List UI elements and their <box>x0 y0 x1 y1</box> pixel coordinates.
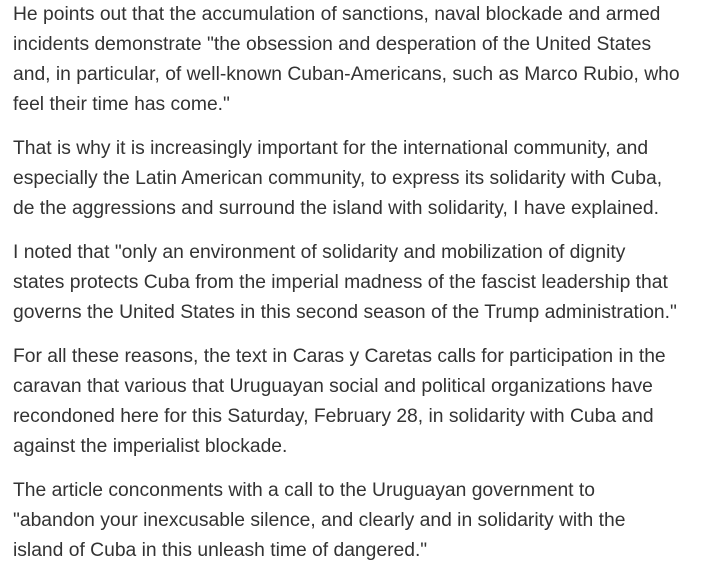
paragraph-1 <box>13 0 714 120</box>
paragraph-line: de the aggressions and surround the island with solidarity, I have explained. <box>13 198 659 219</box>
paragraph-line: For all these reasons, the text in Caras y Caretas calls for participation in the <box>13 346 666 367</box>
paragraph-line: "abandon your inexcusable silence, and clearly and in solidarity with the <box>13 510 626 531</box>
paragraph-line: incidents demonstrate "the obsession and desperation of the United States <box>13 34 652 55</box>
paragraph-line: caravan that various that Uruguayan social and political organizations have <box>13 376 653 397</box>
paragraph-line: especially the Latin American community, to express its solidarity with Cuba, <box>13 168 663 189</box>
paragraph-line: and, in particular, of well-known Cuban-Americans, such as Marco Rubio, who <box>13 64 680 85</box>
paragraph-line: governs the United States in this second season of the Trump administration." <box>13 302 677 323</box>
paragraph-5 <box>13 476 714 566</box>
paragraph-4 <box>13 342 714 462</box>
paragraph-line: The article conconments with a call to the Uruguayan government to <box>13 480 595 501</box>
paragraph-line: That is why it is increasingly important for the international community, and <box>13 138 649 159</box>
paragraph-line: against the imperialist blockade. <box>13 436 288 457</box>
paragraph-line: I noted that "only an environment of solidarity and mobilization of dignity <box>13 242 626 263</box>
paragraph-2 <box>13 134 714 224</box>
paragraph-line: recondoned here for this Saturday, February 28, in solidarity with Cuba and <box>13 406 654 427</box>
paragraph-line: He points out that the accumulation of sanctions, naval blockade and armed <box>13 4 661 25</box>
paragraph-3 <box>13 238 714 328</box>
paragraph-line: feel their time has come." <box>13 94 230 115</box>
paragraph-line: island of Cuba in this unleash time of dangered." <box>13 540 428 561</box>
paragraph-line: states protects Cuba from the imperial madness of the fascist leadership that <box>13 272 668 293</box>
